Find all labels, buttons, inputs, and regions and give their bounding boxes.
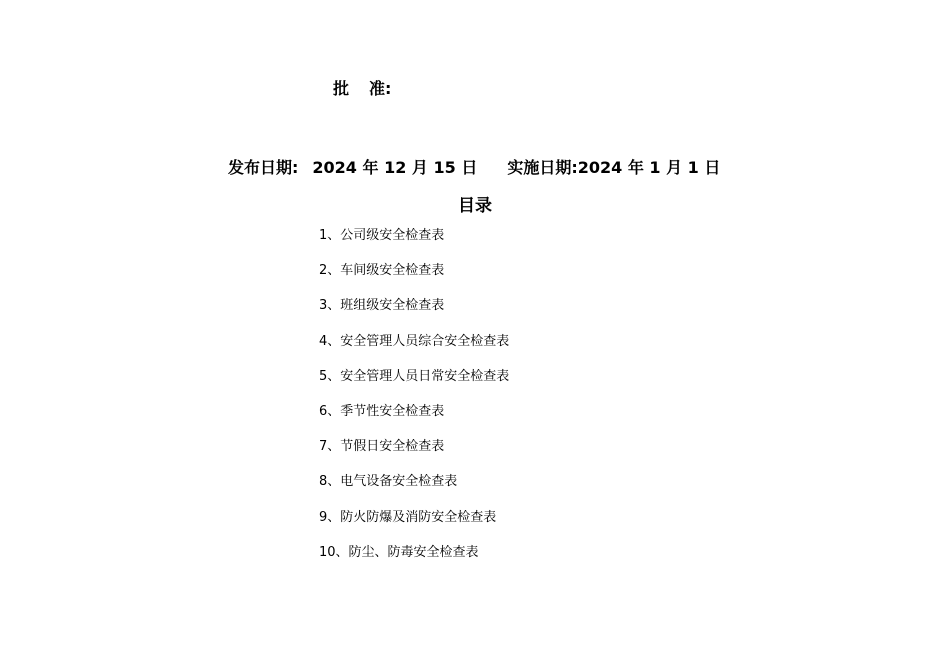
toc-item: 2、车间级安全检查表 (319, 263, 445, 279)
approval-label-part1: 批 (333, 79, 350, 98)
toc-item: 4、安全管理人员综合安全检查表 (319, 333, 510, 349)
approval-label-part2: 准: (369, 79, 392, 98)
toc-list (319, 228, 509, 580)
approval-line (333, 76, 391, 99)
release-date-label: 发布日期: (228, 158, 299, 177)
effective-date-value: 2024 年 1 月 1 日 (577, 158, 721, 177)
effective-date-label: 实施日期: (507, 158, 578, 177)
toc-item: 3、班组级安全检查表 (319, 298, 445, 314)
toc-item: 8、电气设备安全检查表 (319, 474, 458, 490)
toc-item: 10、防尘、防毒安全检查表 (319, 544, 479, 560)
toc-item: 9、防火防爆及消防安全检查表 (319, 509, 497, 525)
toc-item: 6、季节性安全检查表 (319, 403, 445, 419)
release-date-value: 2024 年 12 月 15 日 (312, 158, 478, 177)
toc-item: 5、安全管理人员日常安全检查表 (319, 368, 510, 384)
dates-line (228, 155, 720, 178)
toc-item: 1、公司级安全检查表 (319, 228, 445, 243)
toc-item: 7、节假日安全检查表 (319, 439, 445, 455)
toc-title: 目录 (458, 196, 492, 216)
